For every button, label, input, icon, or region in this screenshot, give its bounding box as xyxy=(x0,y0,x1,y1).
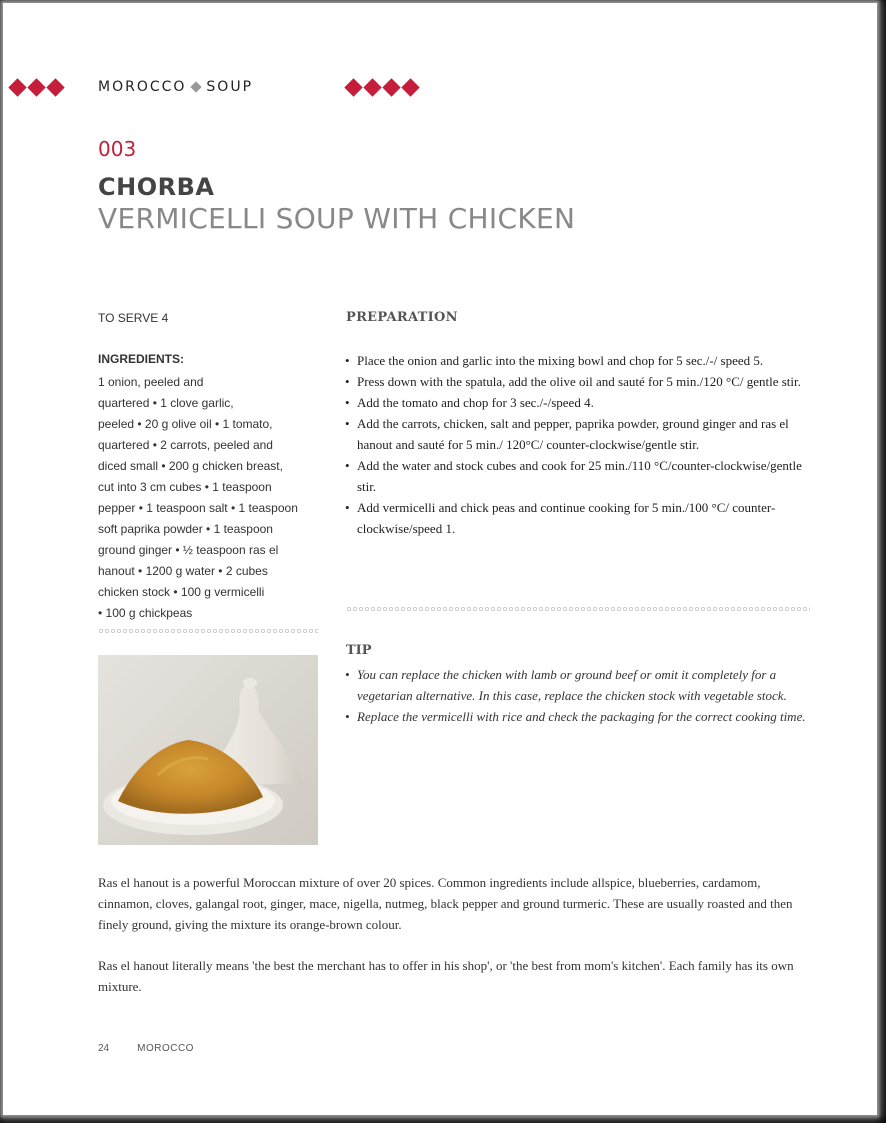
body-paragraph-1: Ras el hanout is a powerful Moroccan mixture of over 20 spices. Common ingredients include allspice, blueberries, cardamom, cinnamon, cloves, galangal root, ginger, mace, nigella, nutmeg, black pepper and ground turmeric. These are usually roasted and then finely ground, giving the mixture its orange-brown colour. xyxy=(98,875,793,932)
decorative-diamonds-right xyxy=(347,81,423,94)
preparation-steps xyxy=(345,350,815,539)
ingredients-heading: INGREDIENTS: xyxy=(98,352,185,366)
dotted-divider-right xyxy=(346,606,810,612)
preparation-heading: PREPARATION xyxy=(346,310,458,325)
ingredient-line: cut into 3 cm cubes • 1 teaspoon xyxy=(98,480,272,494)
ingredient-line: ground ginger • ½ teaspoon ras el xyxy=(98,543,279,557)
ingredient-line: quartered • 2 carrots, peeled and xyxy=(98,438,273,452)
footer-section: MOROCCO xyxy=(137,1043,194,1054)
preparation-step: • Add vermicelli and chick peas and continue cooking for 5 min./100 °C/ counter-clockwise/speed 1. xyxy=(345,497,815,539)
diamond-icon xyxy=(46,78,64,96)
diamond-icon xyxy=(344,78,362,96)
ingredient-line: peeled • 20 g olive oil • 1 tomato, xyxy=(98,417,273,431)
recipe-title: CHORBA xyxy=(98,173,215,201)
ingredient-line: diced small • 200 g chicken breast, xyxy=(98,459,283,473)
recipe-subtitle: VERMICELLI SOUP WITH CHICKEN xyxy=(98,202,576,235)
ingredient-line: hanout • 1200 g water • 2 cubes xyxy=(98,564,268,578)
diamond-icon xyxy=(401,78,419,96)
ras-el-hanout-bowl-image xyxy=(98,655,318,845)
header-category: SOUP xyxy=(206,79,254,95)
ingredient-line: chicken stock • 100 g vermicelli xyxy=(98,585,265,599)
body-paragraph-2: Ras el hanout literally means 'the best the merchant has to offer in his shop', or 'the best from mom's kitchen'. Each family has its own mixture. xyxy=(98,958,794,994)
preparation-step: • Place the onion and garlic into the mixing bowl and chop for 5 sec./-/ speed 5. xyxy=(345,350,815,371)
diamond-icon xyxy=(8,78,26,96)
tip-item: • Replace the vermicelli with rice and check the packaging for the correct cooking time. xyxy=(345,706,815,727)
tip-heading: TIP xyxy=(346,643,372,658)
diamond-icon xyxy=(382,78,400,96)
ingredient-line: soft paprika powder • 1 teaspoon xyxy=(98,522,273,536)
serving-size: TO SERVE 4 xyxy=(98,311,169,325)
page-footer xyxy=(98,1043,194,1054)
tip-items xyxy=(345,664,815,727)
preparation-step: • Add the carrots, chicken, salt and pepper, paprika powder, ground ginger and ras el hanout and sauté for 5 min./ 120°C/ counter-clockwise/gentle stir. xyxy=(345,413,815,455)
preparation-step: • Add the tomato and chop for 3 sec./-/speed 4. xyxy=(345,392,815,413)
diamond-icon xyxy=(27,78,45,96)
ingredient-line: 1 onion, peeled and xyxy=(98,375,204,389)
recipe-number: 003 xyxy=(98,137,137,161)
ingredient-line: quartered • 1 clove garlic, xyxy=(98,396,234,410)
page-number: 24 xyxy=(98,1043,110,1054)
spice-photo xyxy=(98,655,318,845)
ingredient-line: • 100 g chickpeas xyxy=(98,606,193,620)
ingredients-list xyxy=(98,372,323,624)
diamond-separator-icon xyxy=(191,81,202,92)
diamond-icon xyxy=(363,78,381,96)
ingredient-line: pepper • 1 teaspoon salt • 1 teaspoon xyxy=(98,501,298,515)
tip-item: • You can replace the chicken with lamb or ground beef or omit it completely for a vegetarian alternative. In this case, replace the chicken stock with vegetable stock. xyxy=(345,664,815,706)
document-page xyxy=(3,3,877,1115)
header-country: MOROCCO xyxy=(98,79,187,95)
preparation-step: • Press down with the spatula, add the olive oil and sauté for 5 min./120 °C/ gentle stir. xyxy=(345,371,815,392)
section-header xyxy=(98,79,253,95)
decorative-diamonds-left xyxy=(11,81,68,94)
dotted-divider-left xyxy=(98,628,318,634)
preparation-step: • Add the water and stock cubes and cook for 25 min./110 °C/counter-clockwise/gentle stir. xyxy=(345,455,815,497)
